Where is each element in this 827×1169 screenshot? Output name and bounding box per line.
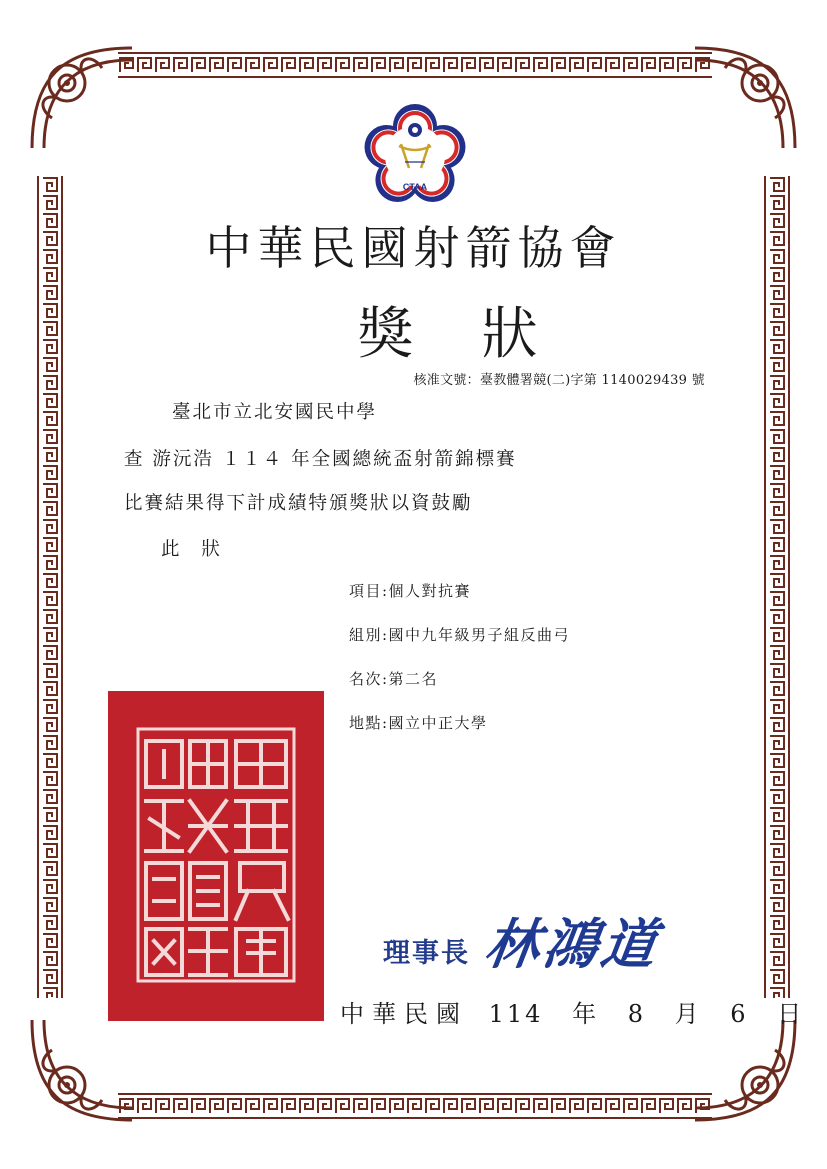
- detail-event: 項目:個人對抗賽: [349, 582, 472, 600]
- recipient-school: 臺北市立北安國民中學: [172, 402, 378, 423]
- ornamental-corner-icon: [22, 1010, 142, 1130]
- organization-title: 中華民國射箭協會: [205, 221, 622, 275]
- date-day-unit: 日: [777, 1000, 805, 1028]
- date-month-unit: 月: [674, 1000, 702, 1028]
- date-month: 8: [627, 1000, 647, 1028]
- body-line-3: 此 狀: [161, 539, 228, 560]
- border-top: [118, 52, 712, 78]
- chairman-signature: 林鴻道: [481, 912, 665, 976]
- certificate-title: 獎狀: [357, 302, 606, 367]
- organization-seal-stamp-icon: [108, 691, 324, 1021]
- ornamental-corner-icon: [685, 38, 805, 158]
- greek-key-pattern-icon: [118, 1093, 712, 1119]
- body-line-2: 比賽結果得下計成績特頒獎狀以資鼓勵: [124, 493, 473, 514]
- date-era: 中華民國: [340, 1000, 468, 1028]
- detail-rank: 名次:第二名: [349, 670, 439, 688]
- detail-group: 組別:國中九年級男子組反曲弓: [349, 626, 571, 644]
- ctaa-plum-blossom-emblem-icon: [360, 100, 470, 210]
- chairman-title: 理事長: [383, 938, 470, 969]
- date-year-unit: 年: [572, 1000, 600, 1028]
- approval-number: 核准文號：臺教體署競(二)字第 1140029439 號: [413, 373, 705, 388]
- detail-venue: 地點:國立中正大學: [349, 714, 488, 732]
- date-day: 6: [730, 1000, 749, 1028]
- greek-key-pattern-icon: [118, 52, 712, 78]
- body-line-1: 查 游沅浩 １１４ 年全國總統盃射箭錦標賽: [124, 449, 517, 470]
- date-year: 114: [488, 1000, 544, 1028]
- border-bottom: [118, 1093, 712, 1119]
- issue-date: [340, 994, 804, 1029]
- ornamental-corner-icon: [22, 38, 142, 158]
- svg-text:CTAA: CTAA: [402, 182, 428, 192]
